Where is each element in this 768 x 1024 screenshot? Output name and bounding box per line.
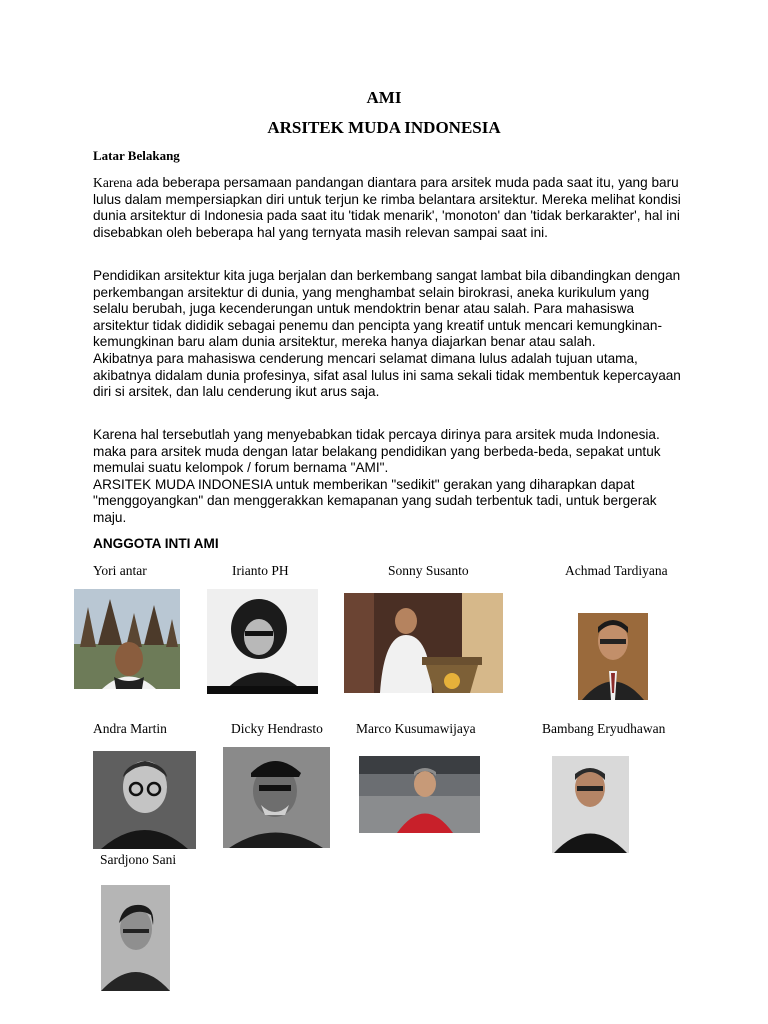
section-heading-members: ANGGOTA INTI AMI bbox=[93, 536, 219, 551]
paragraph-3 bbox=[93, 427, 683, 527]
member-name: Dicky Hendrasto bbox=[231, 721, 323, 736]
member-photo bbox=[223, 747, 330, 848]
paragraph-1-text: ada beberapa persamaan pandangan diantara para arsitek muda pada saat itu, yang baru lulus dalam mempersiapkan diri untuk terjun ke rimba belantara arsitektur. Mereka melihat kondisi dunia arsitektur di Indonesia pada saat itu 'tidak menarik', 'monoton' dan 'tidak berkarakter', hal ini disebabkan oleh beberapa hal yang ternyata masih relevan sampai saat ini. bbox=[93, 175, 681, 240]
member-photo bbox=[578, 613, 648, 700]
member-name: Sardjono Sani bbox=[100, 852, 177, 867]
member-name: Marco Kusumawijaya bbox=[356, 721, 476, 736]
paragraph-2b: Akibatnya para mahasiswa cenderung mencari selamat dimana lulus adalah tujuan utama, akibatnya didalam dunia profesinya, sifat asal lulus ini sama sekali tidak membentuk kepercayaan diri si arsitek, dan lalu cenderung ikut arus saja. bbox=[93, 350, 681, 400]
member-name: Sonny Susanto bbox=[388, 563, 469, 578]
member-photo bbox=[552, 756, 629, 853]
member-name: Andra Martin bbox=[93, 721, 167, 736]
section-heading-background: Latar Belakang bbox=[93, 148, 180, 163]
member-photo bbox=[207, 589, 318, 694]
member-photo bbox=[74, 589, 180, 689]
paragraph-1-first-word: Karena bbox=[93, 175, 133, 190]
member-photo bbox=[359, 756, 480, 833]
member-name: Irianto PH bbox=[232, 563, 289, 578]
member-name: Achmad Tardiyana bbox=[565, 563, 668, 578]
document-title: AMI bbox=[366, 88, 402, 107]
paragraph-3b: ARSITEK MUDA INDONESIA untuk memberikan "sedikit" gerakan yang diharapkan dapat "menggoyangkan" dan menggerakkan kemapanan yang sudah terbentuk tadi, untuk bergerak maju. bbox=[93, 476, 657, 525]
member-name: Yori antar bbox=[93, 563, 147, 578]
member-photo bbox=[93, 751, 196, 849]
member-photo bbox=[344, 593, 503, 693]
paragraph-1 bbox=[93, 175, 683, 241]
paragraph-2a: Pendidikan arsitektur kita juga berjalan dan berkembang sangat lambat bila dibandingkan dengan perkembangan arsitektur di dunia, yang menghambat selain birokrasi, aneka kurikulum yang selalu berubah, juga kecenderungan untuk mendoktrin benar atau salah. Para mahasiswa arsitektur tidak dididik sebagai penemu dan pencipta yang kreatif untuk mencari kemungkinan-kemungkinan baru alam dunia arsitektur, mereka hanya diajarkan benar atau salah. bbox=[93, 268, 681, 350]
paragraph-2 bbox=[93, 268, 683, 401]
member-photo bbox=[101, 885, 170, 991]
paragraph-3a: Karena hal tersebutlah yang menyebabkan tidak percaya dirinya para arsitek muda Indonesia. maka para arsitek muda dengan latar belakang pendidikan yang berbeda-beda, sepakat untuk memulai suatu kelompok / forum bernama "AMI". bbox=[93, 427, 661, 476]
member-name: Bambang Eryudhawan bbox=[542, 721, 666, 736]
document-subtitle: ARSITEK MUDA INDONESIA bbox=[267, 118, 501, 137]
